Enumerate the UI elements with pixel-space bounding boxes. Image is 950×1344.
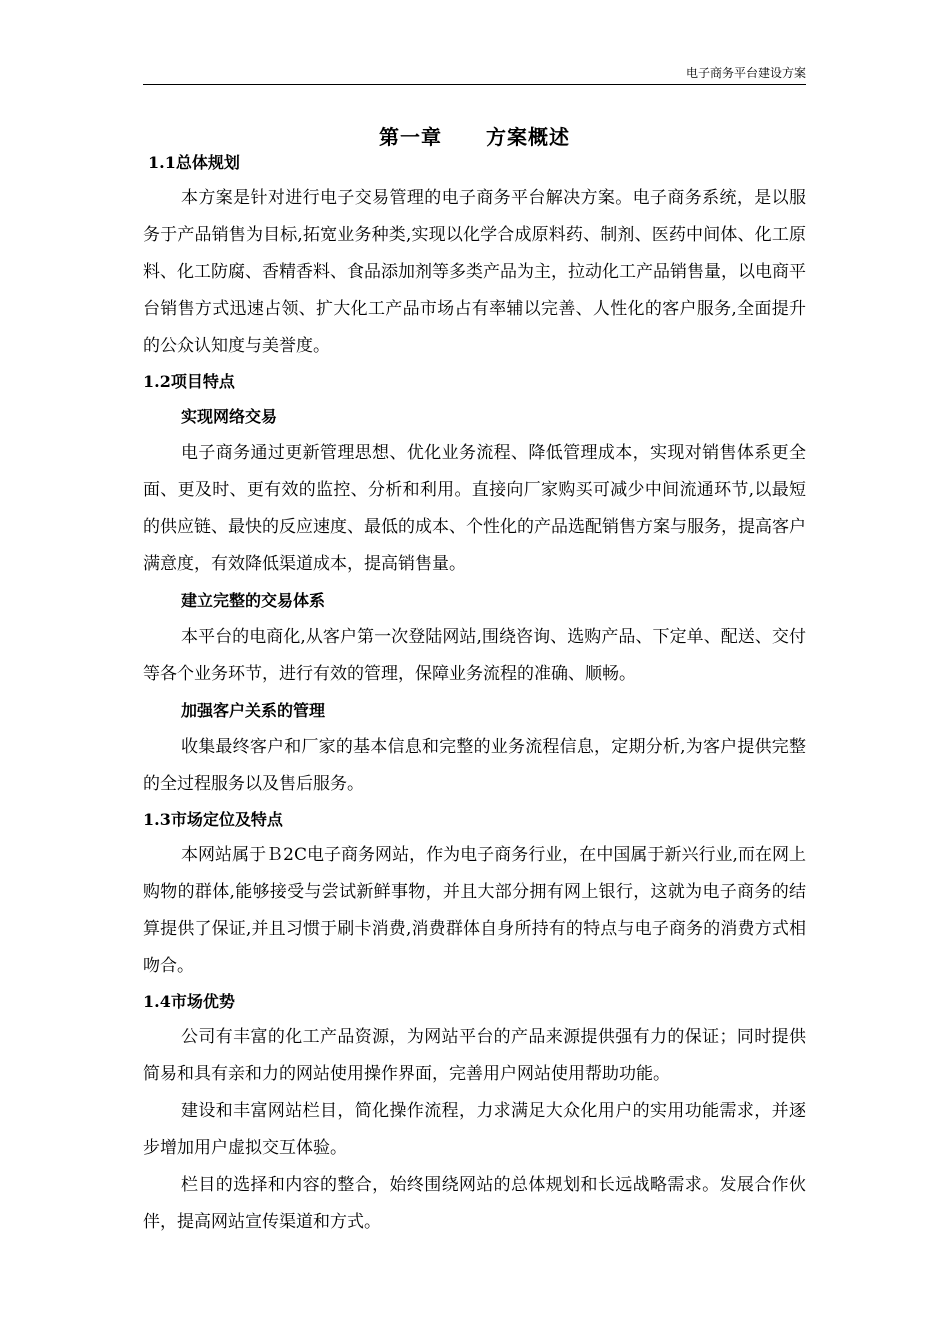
paragraph: 栏目的选择和内容的整合，始终围绕网站的总体规划和长远战略需求。发展合作伙伴，提高网站宣传渠道和方式。 [143, 1175, 806, 1232]
paragraph: 本平台的电商化,从客户第一次登陆网站,围绕咨询、选购产品、下定单、配送、交付等各个业务环节，进行有效的管理，保障业务流程的准确、顺畅。 [143, 627, 806, 684]
paragraph: 电子商务通过更新管理思想、优化业务流程、降低管理成本，实现对销售体系更全面、更及时、更有效的监控、分析和利用。直接向厂家购买可减少中间流通环节,以最短的供应链、最快的反应速度、最低的成本、个性化的产品选配销售方案与服务，提高客户满意度，有效降低渠道成本，提高销售量。 [143, 443, 806, 574]
section-heading-1-1: 1.1总体规划 [148, 153, 240, 172]
paragraph: 收集最终客户和厂家的基本信息和完整的业务流程信息，定期分析,为客户提供完整的全过程服务以及售后服务。 [143, 737, 806, 794]
subheading-customer-relations: 加强客户关系的管理 [181, 701, 326, 720]
chapter-name: 方案概述 [486, 125, 570, 149]
paragraph: 本方案是针对进行电子交易管理的电子商务平台解决方案。电子商务系统，是以服务于产品销售为目标,拓宽业务种类,实现以化学合成原料药、制剂、医药中间体、化工原料、化工防腐、香精香料、食品添加剂等多类产品为主，拉动化工产品销售量，以电商平台销售方式迅速占领、扩大化工产品市场占有率辅以完善、人性化的客户服务,全面提升的公众认知度与美誉度。 [143, 188, 806, 356]
paragraph: 本网站属于Ｂ2C电子商务网站，作为电子商务行业，在中国属于新兴行业,而在网上购物的群体,能够接受与尝试新鲜事物，并且大部分拥有网上银行，这就为电子商务的结算提供了保证,并且习惯于刷卡消费,消费群体自身所持有的特点与电子商务的消费方式相吻合。 [143, 845, 806, 976]
header-title: 电子商务平台建设方案 [685, 66, 806, 80]
document-body [143, 146, 806, 1241]
section-heading-1-3: 1.3市场定位及特点 [143, 810, 283, 829]
section-heading-1-4: 1.4市场优势 [143, 992, 235, 1011]
page-header [143, 66, 806, 85]
paragraph: 公司有丰富的化工产品资源，为网站平台的产品来源提供强有力的保证；同时提供简易和具有亲和力的网站使用操作界面，完善用户网站使用帮助功能。 [143, 1027, 806, 1084]
subheading-trade-system: 建立完整的交易体系 [181, 591, 326, 610]
subheading-network-trade: 实现网络交易 [181, 407, 278, 426]
chapter-number: 第一章 [379, 125, 442, 149]
section-heading-1-2: 1.2项目特点 [143, 372, 235, 391]
paragraph: 建设和丰富网站栏目，简化操作流程，力求满足大众化用户的实用功能需求，并逐步增加用户虚拟交互体验。 [143, 1101, 806, 1158]
